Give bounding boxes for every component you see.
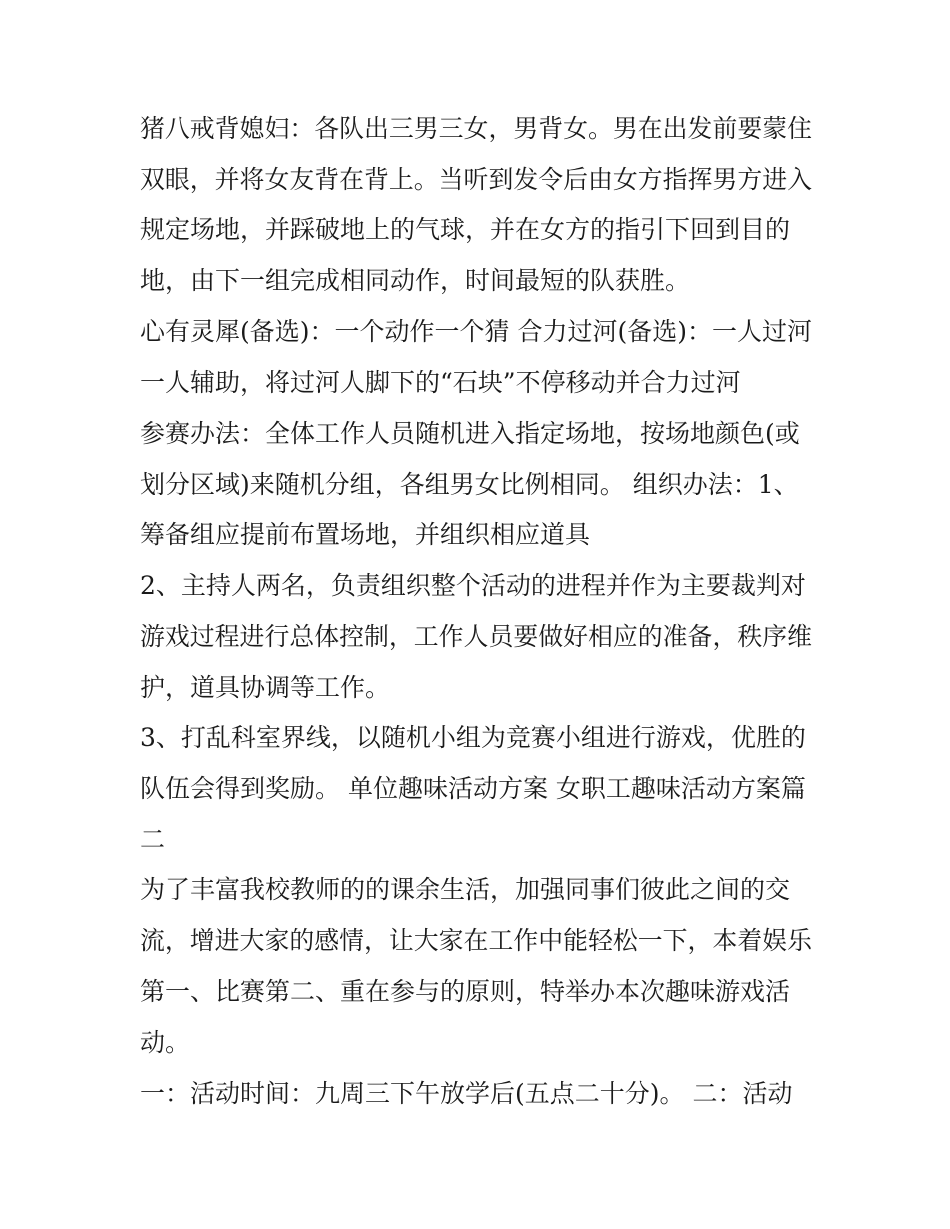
text-line: 心有灵犀(备选)：一个动作一个猜 合力过河(备选)：一人过河 (140, 317, 812, 346)
text-line: 游戏过程进行总体控制，工作人员要做好相应的准备，秩序维 (140, 622, 813, 651)
text-line: 双眼，并将女友背在背上。当听到发令后由女方指挥男方进入 (140, 165, 813, 194)
text-line: 地，由下一组完成相同动作，时间最短的队获胜。 (140, 266, 691, 295)
text-line: 一人辅助，将过河人脚下的“石块”不停移动并合力过河 (140, 368, 741, 397)
text-line: 为了丰富我校教师的的课余生活，加强同事们彼此之间的交 (140, 875, 791, 904)
text-line: 参赛办法：全体工作人员随机进入指定场地，按场地颜色(或 (140, 419, 800, 448)
text-line: 划分区域)来随机分组，各组男女比例相同。 组织办法：1、 (140, 470, 799, 499)
text-line: 二 (140, 825, 166, 854)
text-line: 护，道具协调等工作。 (140, 673, 391, 702)
text-line: 规定场地，并踩破地上的气球，并在女方的指引下回到目的 (140, 215, 791, 244)
text-line: 猪八戒背媳妇：各队出三男三女，男背女。男在出发前要蒙住 (140, 114, 813, 143)
text-line: 一：活动时间：九周三下午放学后(五点二十分)。 二：活动 (140, 1079, 793, 1108)
text-line: 3、打乱科室界线，以随机小组为竞赛小组进行游戏，优胜的 (140, 723, 806, 752)
text-line: 流，增进大家的感情，让大家在工作中能轻松一下，本着娱乐 (140, 926, 813, 955)
text-line: 2、主持人两名，负责组织整个活动的进程并作为主要裁判对 (140, 571, 806, 600)
text-line: 队伍会得到奖励。 单位趣味活动方案 女职工趣味活动方案篇 (140, 774, 806, 803)
text-line: 动。 (140, 1028, 191, 1057)
text-line: 第一、比赛第二、重在参与的原则，特举办本次趣味游戏活 (140, 977, 791, 1006)
text-line: 筹备组应提前布置场地，并组织相应道具 (140, 520, 591, 549)
